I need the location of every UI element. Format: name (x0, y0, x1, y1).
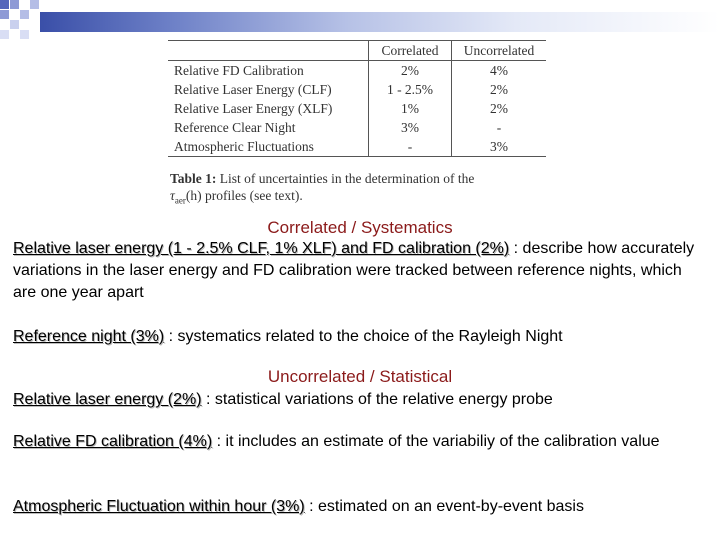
table-cell: 2% (490, 101, 508, 116)
uncertainty-table-figure (168, 40, 548, 157)
table-caption-tail: (h) profiles (see text). (185, 188, 303, 203)
relative-laser-term: Relative laser energy (2%) (13, 391, 202, 408)
table-header-cell: Uncorrelated (452, 41, 547, 61)
tau-symbol: τ (170, 188, 175, 203)
relative-fd-description: : it includes an estimate of the variabiliy of the calibration value (212, 433, 660, 450)
table-cell: 3% (452, 137, 547, 157)
table-header-row (168, 41, 546, 61)
table-cell: 1 - 2.5% (369, 80, 452, 99)
table-caption-label: Table 1: (170, 171, 217, 186)
table-caption (170, 170, 530, 210)
table-cell: Relative Laser Energy (CLF) (168, 80, 369, 99)
table-row (168, 61, 546, 81)
table-cell: Atmospheric Fluctuations (168, 137, 369, 157)
table-row (168, 99, 546, 118)
table-cell: 2% (490, 82, 508, 97)
decorative-title-band (40, 12, 720, 32)
uncertainty-table (168, 40, 546, 157)
table-cell: 4% (490, 63, 508, 78)
table-row (168, 137, 546, 157)
table-cell: 1% (369, 99, 452, 118)
laser-fd-paragraph (13, 238, 703, 304)
table-cell: Reference Clear Night (168, 118, 369, 137)
reference-night-term: Reference night (3%) (13, 328, 165, 345)
table-row (168, 80, 546, 99)
table-cell: - (496, 120, 502, 135)
reference-night-paragraph (13, 326, 703, 348)
relative-fd-paragraph (13, 431, 703, 453)
atmospheric-term: Atmospheric Fluctuation within hour (3%) (13, 498, 305, 515)
atmospheric-paragraph (13, 496, 703, 518)
tau-subscript: aer (174, 195, 186, 206)
table-cell: Relative FD Calibration (168, 61, 369, 81)
table-cell: Relative Laser Energy (XLF) (168, 99, 369, 118)
table-cell: - (369, 137, 452, 157)
atmospheric-description: : estimated on an event-by-event basis (304, 498, 584, 515)
reference-night-description: : systematics related to the choice of the Rayleigh Night (164, 328, 563, 345)
relative-laser-description: : statistical variations of the relative energy probe (201, 391, 553, 408)
table-cell: 3% (369, 118, 452, 137)
table-row (168, 118, 546, 137)
correlated-heading: Correlated / Systematics (267, 218, 453, 237)
uncorrelated-heading: Uncorrelated / Statistical (267, 367, 453, 386)
relative-laser-paragraph (13, 389, 703, 411)
table-header-cell (168, 41, 369, 61)
table-cell: 2% (369, 61, 452, 81)
laser-fd-description: : describe how accurately variations in the laser energy and FD calibration were tracked between reference nights, which are one year apart (13, 240, 695, 301)
table-header-cell: Correlated (369, 41, 452, 61)
table-caption-text: List of uncertainties in the determination of the (219, 171, 475, 186)
relative-fd-term: Relative FD calibration (4%) (13, 433, 213, 450)
laser-fd-term: Relative laser energy (1 - 2.5% CLF, 1% XLF) and FD calibration (2%) (13, 240, 510, 257)
